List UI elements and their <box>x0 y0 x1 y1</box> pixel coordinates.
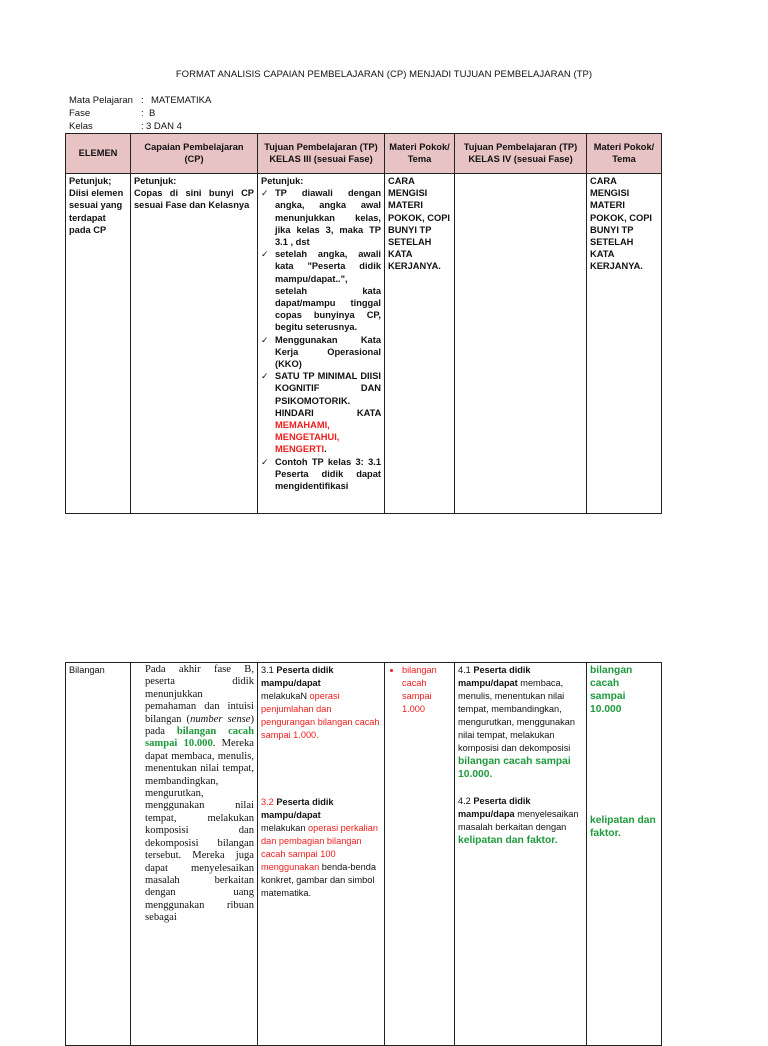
checkmark-list-item: ✓ TP diawali dengan angka, angka awal menunjukkan kelas, jika kelas 3, maka TP 3.1 , dst <box>261 187 381 248</box>
analysis-table-header-guide <box>65 133 662 514</box>
tp4-1 <box>458 664 583 781</box>
header-cp: Capaian Pembelajaran (CP) <box>131 134 258 174</box>
cp-guide-text: Copas di sini bunyi CP sesuai Fase dan Kelasnya <box>134 188 254 211</box>
cp-italic-term: number sense <box>190 713 251 725</box>
table-header-row <box>66 134 662 174</box>
checkmark-list-item <box>261 370 381 455</box>
tp-guide-avoid-words: MEMAHAMI, MENGETAHUI, MENGERTI <box>275 420 340 455</box>
tp-verb: melakukaN <box>261 691 310 701</box>
checkmark-list-item: ✓ Menggunakan Kata Kerja Operasional (KKO) <box>261 334 381 371</box>
tp-guide-min-text: SATU TP MINIMAL DIISI KOGNITIF DAN PSIKOMOTORIK. <box>275 371 381 406</box>
document-meta <box>69 95 211 133</box>
meta-sep: : <box>141 107 144 119</box>
tp-content: menyelesaikan masalah berkaitan dengan <box>458 809 579 832</box>
cell-elemen-guide <box>66 174 131 514</box>
cell-materi4 <box>587 663 662 1046</box>
tp-subject: Peserta didik mampu/dapa <box>458 796 531 819</box>
tp-content-green: kelipatan dan faktor. <box>458 835 558 846</box>
tp4-2 <box>458 795 583 847</box>
tp-number: 3.2 <box>261 797 277 807</box>
tp-guide-label: Petunjuk: <box>261 176 304 186</box>
header-elemen: ELEMEN <box>66 134 131 174</box>
tp-content: benda-benda konkret, gambar dan simbol matematika. <box>261 862 376 898</box>
tp-subject: Peserta didik mampu/dapat <box>458 665 531 688</box>
cp-text <box>145 664 254 925</box>
tp3-2 <box>261 796 381 900</box>
tp-content-green: bilangan cacah sampai 10.000. <box>458 756 571 780</box>
tp-subject: Peserta didik mampu/dapat <box>261 797 334 820</box>
cell-materi3 <box>385 663 455 1046</box>
cp-part: Pada akhir fase B, peserta didik menunjukkan pemahaman dan intuisi bilangan ( <box>145 664 254 725</box>
cp-part: ) pada <box>145 713 254 738</box>
cell-elemen <box>66 663 131 1046</box>
materi4-guide-text: CARA MENGISI MATERI POKOK, COPI BUNYI TP SETELAH KATA KERJANYA. <box>590 176 652 272</box>
cp-guide-label: Petunjuk: <box>134 176 177 186</box>
tp-guide-list <box>261 187 381 492</box>
tp-subject: Peserta didik mampu/dapat <box>261 665 334 688</box>
meta-sep: : <box>141 120 144 132</box>
table-row-guide <box>66 174 662 514</box>
materi4-item-1: bilangan cacah sampai 10.000 <box>590 665 633 715</box>
cell-tp4-guide <box>455 174 587 514</box>
cp-highlight-green: bilangan cacah sampai 10.000 <box>145 726 254 750</box>
meta-row-phase <box>69 108 211 121</box>
materi3-guide-text: CARA MENGISI MATERI POKOK, COPI BUNYI TP SETELAH KATA KERJANYA. <box>388 176 450 272</box>
elemen-text: Bilangan <box>69 665 105 675</box>
cell-tp3 <box>258 663 385 1046</box>
checkmark-list-item: ✓ Contoh TP kelas 3: 3.1 Peserta didik dapat mengidentifikasi <box>261 456 381 493</box>
tp-content-red: operasi penjumlahan dan pengurangan bilangan cacah sampai 1.000. <box>261 691 380 740</box>
materi3-item: • bilangan cacah sampai 1.000 <box>402 664 451 716</box>
cell-materi4-guide <box>587 174 662 514</box>
header-materi-3: Materi Pokok/ Tema <box>385 134 455 174</box>
meta-value: 3 DAN 4 <box>146 120 182 132</box>
checkmark-list-item: ✓ setelah angka, awali kata "Peserta didik mampu/dapat..", setelah kata dapat/mampu tinggal copas bunyinya CP, begitu seterusnya. <box>261 248 381 333</box>
materi3-list <box>388 664 451 716</box>
meta-key: Fase <box>69 107 91 119</box>
meta-key: Mata Pelajaran <box>69 95 133 106</box>
tp-number: 4.2 <box>458 796 474 806</box>
meta-value: MATEMATIKA <box>151 95 212 106</box>
header-materi-4: Materi Pokok/ Tema <box>587 134 662 174</box>
tp-guide-period: . <box>324 444 327 455</box>
header-tp-kelas-4: Tujuan Pembelajaran (TP) KELAS IV (sesuai Fase) <box>455 134 587 174</box>
analysis-table-bilangan <box>65 662 662 1046</box>
cell-materi3-guide <box>385 174 455 514</box>
cell-cp <box>131 663 258 1046</box>
cp-part: . Mereka dapat membaca, menulis, menentukan nilai tempat, membandingkan, mengurutkan, menggunakan nilai tempat, melakukan komposisi dan dekomposisi bilangan tersebut. Mereka juga dapat menyelesaikan masalah berkaitan dengan uang menggunakan ribuan sebagai <box>145 738 254 924</box>
tp-verb: melakukan <box>261 823 308 833</box>
cell-cp-guide <box>131 174 258 514</box>
elemen-guide-text: Petunjuk; Diisi elemen sesuai yang terdapat pada CP <box>69 176 124 235</box>
meta-row-class <box>69 121 211 134</box>
cell-tp4 <box>455 663 587 1046</box>
meta-row-subject <box>69 95 211 108</box>
materi4-item-2: kelipatan dan faktor. <box>590 815 656 839</box>
tp-guide-avoid-text: HINDARI KATA <box>275 407 381 418</box>
meta-sep: : <box>141 95 144 106</box>
tp-content-red: operasi perkalian dan pembagian bilangan cacah sampai 100 menggunakan <box>261 823 378 872</box>
meta-value: B <box>149 107 156 119</box>
tp-number: 4.1 <box>458 665 474 675</box>
tp3-1 <box>261 664 381 742</box>
meta-key: Kelas <box>69 120 93 132</box>
header-tp-kelas-3: Tujuan Pembelajaran (TP) KELAS III (sesuai Fase) <box>258 134 385 174</box>
cell-tp3-guide <box>258 174 385 514</box>
document-title: FORMAT ANALISIS CAPAIAN PEMBELAJARAN (CP) MENJADI TUJUAN PEMBELAJARAN (TP) <box>175 69 593 80</box>
tp-number: 3.1 <box>261 665 277 675</box>
table-row-bilangan <box>66 663 662 1046</box>
tp-content: membaca, menulis, menentukan nilai tempat, membandingkan, mengurutkan, menggunakan nilai tempat, melakukan komposisi dan dekomposisi <box>458 678 575 753</box>
